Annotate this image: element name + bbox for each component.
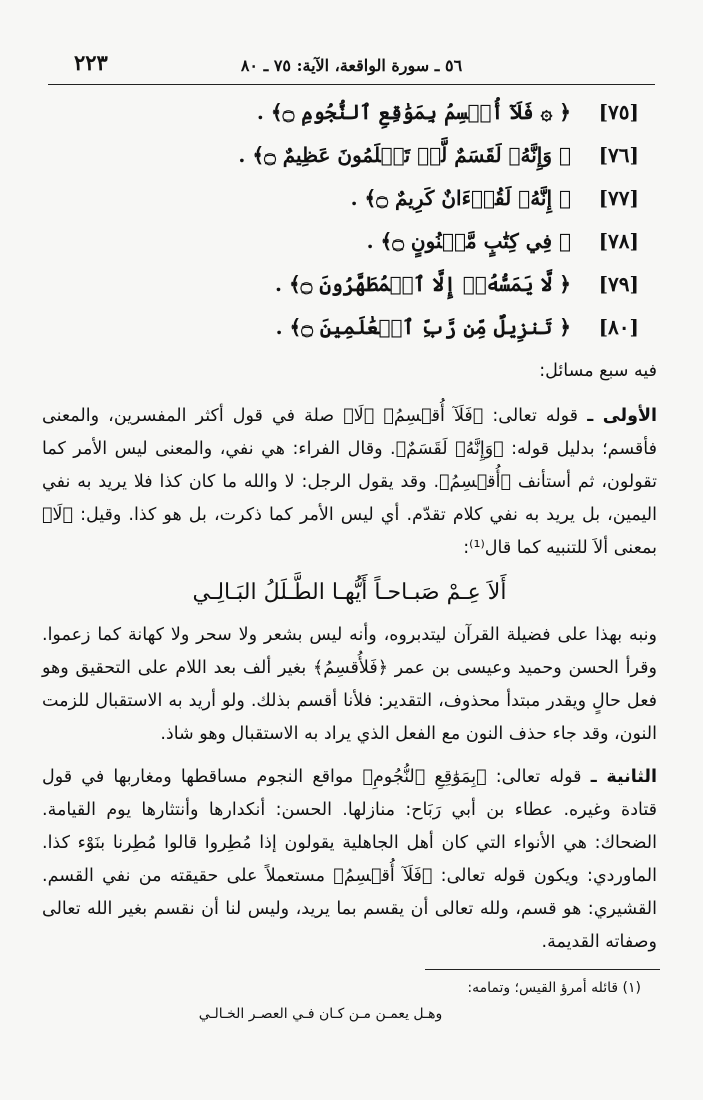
page-header — [48, 44, 655, 85]
verse-text: ﴿ لَّا يَمَسُّهُۥٓ إِلَّا ٱلۡمُطَهَّرُونَ ۝﴾ . — [275, 271, 571, 296]
paragraph-text: قوله تعالى: ﴿فَلَآ أُقۡسِمُ﴾ ﴿لَا﴾ صلة في قول أكثر المفسرين، والمعنى فأقسم؛ بدليل قوله: ﴿وَإِنَّهُۥ لَقَسَمٌ﴾. وقال الفراء: هي نفي، والمعنى ليس الأمر كما تقولون، ثم أستأنف ﴿أُقۡسِمُ﴾. وقد يقول الرجل: لا والله ما كان كذا فلا يريد به نفي اليمين، بل يريد به نفي كلام تقدّم. أي ليس الأمر كما ذكرت، بل هو كذا. وقيل: ﴿لَا﴾ بمعنى ألاَ للتنبيه كما قال⁽¹⁾: — [42, 406, 657, 558]
footnote-poetry: وهـل يعمـن مـن كـان فـي العصـر الخـالـي — [198, 1006, 443, 1022]
verse-number: [٧٧] — [598, 185, 639, 210]
verse-number: [٧٥] — [598, 99, 639, 124]
poetry-verse: أَلاَ عِـمْ صَبـاحـاً أَيُّهـا الطَّـلَلُ البَـالِـي — [192, 580, 507, 605]
verse-number: [٨٠] — [598, 314, 639, 339]
section-intro: فيه سبع مسائل: — [539, 361, 657, 381]
verse-text: ﴿ إِنَّهُۥ لَقُرۡءَانٌ كَرِيمٌ ۝﴾ . — [350, 185, 571, 210]
paragraph-text: قوله تعالى: ﴿بِمَوَٰقِعِ ٱلنُّجُومِ﴾ مواقع النجوم مساقطها ومغاربها في قول قتادة وغيره. عطاء بن أبي رَبَاح: منازلها. الحسن: أنكدارها وأنتثارها يوم القيامة. الضحاك: هي الأنواء التي كان أهل الجاهلية يقولون إذا مُطِروا قالوا مُطِرنا بنَوْء كذا. الماوردي: ويكون قوله تعالى: ﴿فَلَآ أُقۡسِمُ﴾ مستعملاً على حقيقته من نفي القسم. القشيري: هو قسم، ولله تعالى أن يقسم بما يريد، وليس لنا أن نقسم بغير الله تعالى وصفاته القديمة. — [42, 767, 657, 952]
page-number: ٢٢٣ — [74, 50, 108, 75]
paragraph-reading: ونبه بهذا على فضيلة القرآن ليتدبروه، وأنه ليس بشعر ولا سحر ولا كهانة كما زعموا. وقرأ الحسن وحميد وعيسى بن عمر ﴿فَلأُقسِمُ﴾ بغير ألف بعد اللام على التحقيق وهو فعل حالٍ ويقدر مبتدأ محذوف، التقدير: فلأنا أقسم بذلك. ولو أريد به الاستقبال للزمت النون، وقد جاء حذف النون مع الفعل الذي يراد به الاستقبال وهو شاذ. — [42, 625, 657, 744]
running-title: ٥٦ ـ سورة الواقعة، الآية: ٧٥ ـ ٨٠ — [240, 56, 463, 75]
paragraph-second-issue — [42, 761, 657, 959]
verse-77 — [40, 176, 639, 219]
verse-78 — [40, 219, 639, 262]
issue-heading: الثانية ـ — [590, 767, 657, 787]
footnote-divider — [425, 969, 660, 970]
issue-heading: الأولى ـ — [587, 406, 657, 426]
verse-text: ﴿ تَنزِيلٌ مِّن رَّبِّ ٱلۡعَٰلَمِينَ ۝﴾ . — [275, 314, 571, 339]
verse-80 — [40, 305, 639, 348]
verse-75 — [40, 90, 639, 133]
quran-verses — [40, 90, 639, 348]
verse-text: ﴿ فِي كِتَٰبٍ مَّكۡنُونٍ ۝﴾ . — [366, 228, 571, 253]
verse-text: ﴿ ۞ فَلَآ أُقۡسِمُ بِمَوَٰقِعِ ٱلنُّجُومِ ۝﴾ . — [256, 99, 571, 124]
verse-text: ﴿ وَإِنَّهُۥ لَقَسَمٌ لَّوۡ تَعۡلَمُونَ عَظِيمٌ ۝﴾ . — [238, 142, 571, 167]
paragraph-first-issue — [42, 400, 657, 565]
verse-76 — [40, 133, 639, 176]
verse-number: [٧٨] — [598, 228, 639, 253]
commentary-body — [42, 355, 657, 959]
verse-number: [٧٦] — [598, 142, 639, 167]
footnote — [60, 975, 641, 1027]
verse-number: [٧٩] — [598, 271, 639, 296]
footnote-text: (١) قائله أمرؤ القيس؛ وتمامه: — [467, 980, 641, 996]
verse-79 — [40, 262, 639, 305]
